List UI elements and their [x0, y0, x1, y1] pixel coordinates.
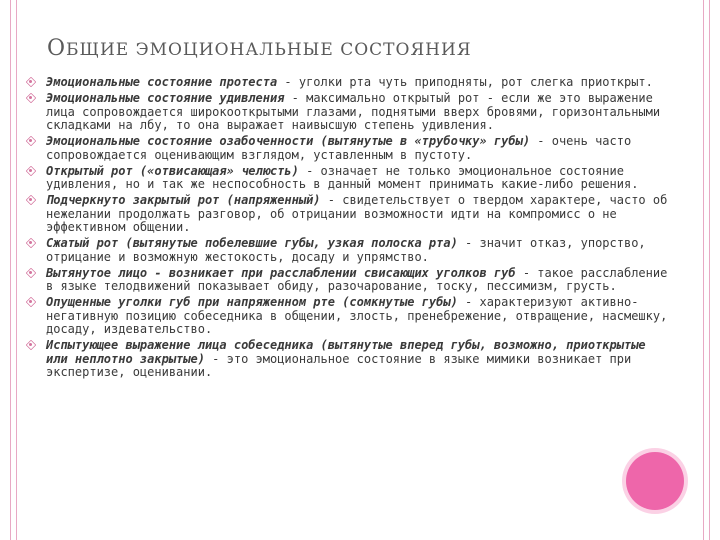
left-frame-border	[10, 0, 17, 540]
item-heading: Открытый рот («отвисающая» челюсть)	[46, 163, 299, 178]
list-item	[22, 194, 672, 235]
list-item	[22, 76, 672, 90]
diamond-bullet-icon	[26, 238, 36, 248]
diamond-bullet-icon	[26, 136, 36, 146]
slide-title	[47, 36, 472, 61]
item-heading: Вытянутое лицо - возникает при расслаблении свисающих уголков губ	[46, 265, 516, 280]
item-text: - очень часто сопровождается оценивающим взглядом, уставленным в пустоту.	[46, 134, 632, 162]
title-rest: БЩИЕ ЭМОЦИОНАЛЬНЫЕ СОСТОЯНИЯ	[66, 40, 472, 60]
item-text: - это эмоциональное состояние в языке мимики возникает при экспертизе, оценивании.	[46, 351, 632, 379]
item-heading: Эмоциональные состояние удивления	[46, 91, 285, 105]
list-item	[22, 267, 672, 294]
diamond-bullet-icon	[26, 297, 36, 307]
diamond-bullet-icon	[26, 195, 36, 205]
item-text: - означает не только эмоциональное состояние удивления, но и так же неспособность в данный момент принимать какие-либо решения.	[46, 163, 639, 191]
emotion-list	[22, 76, 672, 382]
diamond-bullet-icon	[26, 340, 36, 350]
item-heading: Испытующее выражение лица собеседника (вытянутые вперед губы, возможно, приоткрытые или неплотно закрытые)	[46, 338, 646, 366]
item-heading: Эмоциональные состояние озабоченности (вытянутые в «трубочку» губы)	[46, 134, 531, 148]
item-heading: Эмоциональные состояние протеста	[46, 75, 278, 89]
item-heading: Опущенные уголки губ при напряженном рте (сомкнутые губы)	[46, 295, 458, 309]
list-item	[22, 237, 672, 264]
decorative-circle	[626, 452, 684, 510]
list-item	[22, 339, 672, 380]
list-item	[22, 92, 672, 133]
right-frame-border	[703, 0, 710, 540]
item-text: - свидетельствует о твердом характере, часто об нежелании продолжать разговор, об отрицании возможности идти на компромисс о не эффективном общении.	[46, 193, 668, 234]
item-text: - значит отказ, упорство, отрицание и возможную жестокость, досаду и упрямство.	[46, 236, 646, 264]
diamond-bullet-icon	[26, 166, 36, 176]
item-text: - характеризуют активно-негативную позицию собеседника в общении, злость, пренебрежение, отвращение, насмешку, досаду, издевательство.	[46, 295, 668, 336]
diamond-bullet-icon	[26, 93, 36, 103]
list-item	[22, 165, 672, 192]
list-item	[22, 135, 672, 162]
diamond-bullet-icon	[26, 77, 36, 87]
list-item	[22, 296, 672, 337]
title-first-letter: О	[47, 36, 67, 61]
item-text: - уголки рта чуть приподняты, рот слегка приоткрыт.	[277, 75, 653, 89]
item-heading: Сжатый рот (вытянутые побелевшие губы, узкая полоска рта)	[46, 236, 458, 250]
diamond-bullet-icon	[26, 268, 36, 278]
item-text: - максимально открытый рот - если же это выражение лица сопровождается широкооткрытыми глазами, поднятыми вверх бровями, горизонтальными складками на лбу, то она выражает наивысшую степень удивления.	[46, 91, 661, 132]
item-text: - такое расслабление в языке телодвижений показывает обиду, разочарование, тоску, пессимизм, грусть.	[46, 265, 668, 293]
item-heading: Подчеркнуто закрытый рот (напряженный)	[46, 193, 321, 207]
